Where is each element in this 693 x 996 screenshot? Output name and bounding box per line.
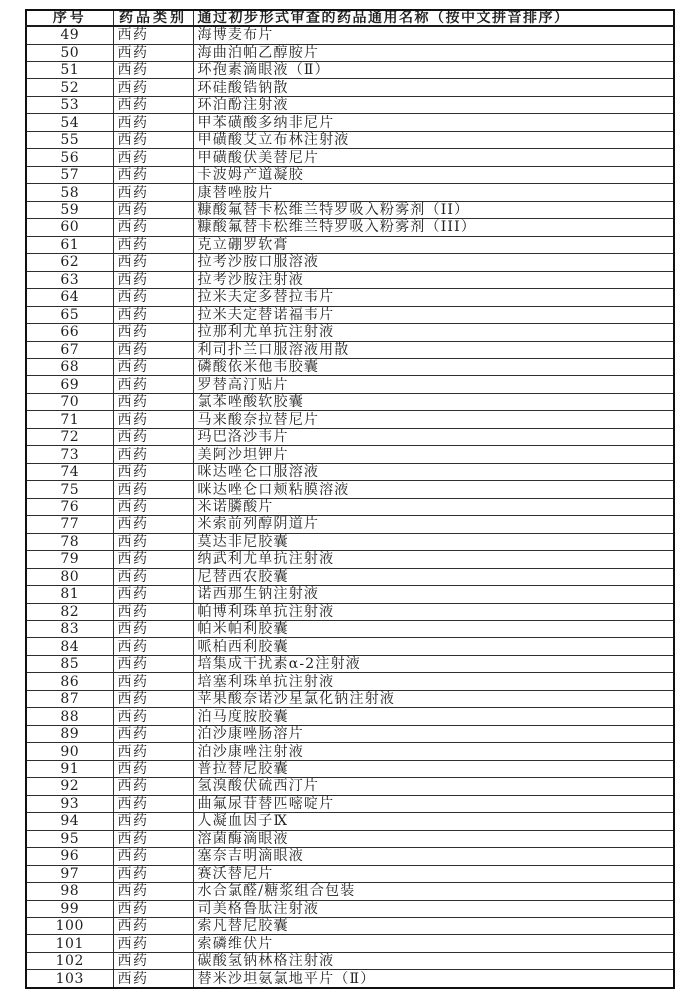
table-row [26,184,674,201]
serial-number-cell: 81 [26,586,113,603]
drug-category-cell: 西药 [113,201,193,218]
table-row [26,621,674,638]
serial-number-cell: 55 [26,131,113,148]
drug-name-cell: 利司扑兰口服溶液用散 [193,341,674,358]
serial-number-cell: 49 [26,26,113,44]
drug-name-cell: 甲磺酸伏美替尼片 [193,149,674,166]
table-row [26,411,674,428]
drug-category-cell: 西药 [113,26,193,44]
serial-number-cell: 59 [26,201,113,218]
table-row [26,551,674,568]
serial-number-cell: 103 [26,970,113,988]
drug-category-cell: 西药 [113,498,193,515]
serial-number-cell: 85 [26,655,113,672]
drug-category-cell: 西药 [113,516,193,533]
serial-number-cell: 76 [26,498,113,515]
drug-name-cell: 玛巴洛沙韦片 [193,428,674,445]
table-row [26,603,674,620]
serial-number-cell: 90 [26,743,113,760]
drug-category-cell: 西药 [113,166,193,183]
drug-name-cell: 曲氟尿苷替匹嘧啶片 [193,795,674,812]
drug-name-cell: 帕博利珠单抗注射液 [193,603,674,620]
table-row [26,79,674,96]
drug-category-cell: 西药 [113,883,193,900]
table-row [26,236,674,253]
drug-name-cell: 环硅酸锆钠散 [193,79,674,96]
drug-category-cell: 西药 [113,44,193,61]
serial-number-cell: 86 [26,673,113,690]
serial-number-cell: 99 [26,900,113,917]
table-row [26,44,674,61]
drug-name-cell: 马来酸奈拉替尼片 [193,411,674,428]
drug-category-cell: 西药 [113,813,193,830]
drug-name-cell: 培集成干扰素α-2注射液 [193,655,674,672]
drug-category-cell: 西药 [113,324,193,341]
table-row [26,376,674,393]
serial-number-cell: 58 [26,184,113,201]
table-header-row [26,10,674,26]
serial-number-cell: 82 [26,603,113,620]
drug-category-cell: 西药 [113,586,193,603]
serial-number-cell: 63 [26,271,113,288]
serial-number-cell: 65 [26,306,113,323]
serial-number-cell: 84 [26,638,113,655]
serial-number-cell: 73 [26,446,113,463]
table-row [26,655,674,672]
drug-category-cell: 西药 [113,865,193,882]
serial-number-cell: 91 [26,760,113,777]
drug-category-cell: 西药 [113,848,193,865]
table-row [26,201,674,218]
table-row [26,62,674,79]
serial-number-cell: 53 [26,96,113,113]
table-row [26,516,674,533]
drug-category-cell: 西药 [113,673,193,690]
serial-number-cell: 102 [26,952,113,969]
drug-name-cell: 泊沙康唑肠溶片 [193,725,674,742]
serial-number-cell: 79 [26,551,113,568]
drug-category-cell: 西药 [113,481,193,498]
drug-approval-table [25,9,675,989]
table-row [26,114,674,131]
drug-category-cell: 西药 [113,900,193,917]
serial-number-cell: 51 [26,62,113,79]
drug-category-cell: 西药 [113,184,193,201]
drug-name-cell: 环孢素滴眼液（Ⅱ） [193,62,674,79]
drug-name-cell: 索凡替尼胶囊 [193,917,674,934]
drug-name-cell: 磷酸依米他韦胶囊 [193,358,674,375]
table-row [26,743,674,760]
table-row [26,96,674,113]
table-row [26,778,674,795]
drug-name-cell: 苹果酸奈诺沙星氯化钠注射液 [193,690,674,707]
drug-name-cell: 普拉替尼胶囊 [193,760,674,777]
drug-category-cell: 西药 [113,149,193,166]
drug-name-cell: 塞奈吉明滴眼液 [193,848,674,865]
drug-category-cell: 西药 [113,411,193,428]
serial-number-cell: 61 [26,236,113,253]
drug-name-cell: 帕米帕利胶囊 [193,621,674,638]
table-row [26,166,674,183]
serial-number-cell: 77 [26,516,113,533]
drug-category-cell: 西药 [113,463,193,480]
table-body [26,26,674,988]
table-row [26,935,674,952]
serial-number-cell: 60 [26,219,113,236]
table-row [26,324,674,341]
drug-category-cell: 西药 [113,428,193,445]
table-row [26,149,674,166]
drug-name-cell: 赛沃替尼片 [193,865,674,882]
table-row [26,952,674,969]
serial-number-cell: 96 [26,848,113,865]
table-row [26,463,674,480]
drug-name-cell: 康替唑胺片 [193,184,674,201]
serial-number-cell: 100 [26,917,113,934]
drug-name-cell: 索磷维伏片 [193,935,674,952]
drug-name-cell: 纳武利尤单抗注射液 [193,551,674,568]
table-row [26,673,674,690]
drug-category-cell: 西药 [113,533,193,550]
drug-name-cell: 人凝血因子Ⅸ [193,813,674,830]
table-row [26,813,674,830]
drug-name-cell: 米诺膦酸片 [193,498,674,515]
drug-name-cell: 溶菌酶滴眼液 [193,830,674,847]
drug-name-cell: 环泊酚注射液 [193,96,674,113]
table-row [26,131,674,148]
drug-category-cell: 西药 [113,708,193,725]
serial-number-cell: 71 [26,411,113,428]
table-row [26,883,674,900]
serial-number-cell: 52 [26,79,113,96]
drug-category-cell: 西药 [113,917,193,934]
serial-number-cell: 93 [26,795,113,812]
table-row [26,393,674,410]
table-row [26,970,674,988]
drug-category-cell: 西药 [113,393,193,410]
table-row [26,795,674,812]
drug-category-cell: 西药 [113,778,193,795]
table-row [26,848,674,865]
drug-category-cell: 西药 [113,289,193,306]
drug-name-cell: 氢溴酸伏硫西汀片 [193,778,674,795]
serial-number-cell: 67 [26,341,113,358]
serial-number-cell: 75 [26,481,113,498]
serial-number-cell: 101 [26,935,113,952]
drug-name-cell: 水合氯醛/糖浆组合包装 [193,883,674,900]
serial-number-cell: 83 [26,621,113,638]
drug-category-cell: 西药 [113,795,193,812]
drug-category-cell: 西药 [113,79,193,96]
drug-name-cell: 克立硼罗软膏 [193,236,674,253]
drug-category-cell: 西药 [113,743,193,760]
drug-category-cell: 西药 [113,358,193,375]
drug-category-cell: 西药 [113,952,193,969]
drug-name-cell: 碳酸氢钠林格注射液 [193,952,674,969]
table-row [26,708,674,725]
serial-number-cell: 92 [26,778,113,795]
drug-name-cell: 卡波姆产道凝胶 [193,166,674,183]
table-row [26,254,674,271]
serial-number-cell: 74 [26,463,113,480]
serial-number-cell: 56 [26,149,113,166]
drug-name-cell: 诺西那生钠注射液 [193,586,674,603]
table-row [26,638,674,655]
header-drug-category: 药品类别 [113,10,193,26]
drug-category-cell: 西药 [113,621,193,638]
drug-name-cell: 司美格鲁肽注射液 [193,900,674,917]
serial-number-cell: 57 [26,166,113,183]
serial-number-cell: 97 [26,865,113,882]
drug-category-cell: 西药 [113,236,193,253]
drug-category-cell: 西药 [113,638,193,655]
drug-name-cell: 咪达唑仑口服溶液 [193,463,674,480]
serial-number-cell: 94 [26,813,113,830]
drug-category-cell: 西药 [113,131,193,148]
drug-name-cell: 莫达非尼胶囊 [193,533,674,550]
table-row [26,568,674,585]
table-row [26,219,674,236]
drug-name-cell: 泊沙康唑注射液 [193,743,674,760]
drug-name-cell: 咪达唑仑口颊粘膜溶液 [193,481,674,498]
table-row [26,358,674,375]
drug-name-cell: 尼替西农胶囊 [193,568,674,585]
drug-category-cell: 西药 [113,219,193,236]
drug-name-cell: 米索前列醇阴道片 [193,516,674,533]
drug-category-cell: 西药 [113,655,193,672]
table-row [26,481,674,498]
drug-name-cell: 哌柏西利胶囊 [193,638,674,655]
drug-category-cell: 西药 [113,760,193,777]
drug-name-cell: 糠酸氟替卡松维兰特罗吸入粉雾剂（III） [193,219,674,236]
drug-category-cell: 西药 [113,568,193,585]
drug-name-cell: 拉考沙胺口服溶液 [193,254,674,271]
serial-number-cell: 89 [26,725,113,742]
table-row [26,830,674,847]
serial-number-cell: 69 [26,376,113,393]
drug-name-cell: 氯苯唑酸软胶囊 [193,393,674,410]
serial-number-cell: 62 [26,254,113,271]
drug-category-cell: 西药 [113,603,193,620]
table-row [26,341,674,358]
drug-category-cell: 西药 [113,306,193,323]
table-row [26,498,674,515]
table-row [26,289,674,306]
drug-name-cell: 美阿沙坦钾片 [193,446,674,463]
drug-category-cell: 西药 [113,446,193,463]
drug-name-cell: 甲磺酸艾立布林注射液 [193,131,674,148]
table-row [26,533,674,550]
table-row [26,271,674,288]
serial-number-cell: 68 [26,358,113,375]
table-row [26,586,674,603]
drug-name-cell: 海曲泊帕乙醇胺片 [193,44,674,61]
drug-name-cell: 拉米夫定多替拉韦片 [193,289,674,306]
drug-category-cell: 西药 [113,690,193,707]
table-row [26,446,674,463]
serial-number-cell: 95 [26,830,113,847]
serial-number-cell: 80 [26,568,113,585]
drug-name-cell: 拉那利尤单抗注射液 [193,324,674,341]
drug-name-cell: 培塞利珠单抗注射液 [193,673,674,690]
header-drug-generic-name: 通过初步形式审查的药品通用名称（按中文拼音排序） [193,10,674,26]
drug-category-cell: 西药 [113,830,193,847]
drug-name-cell: 糠酸氟替卡松维兰特罗吸入粉雾剂（II） [193,201,674,218]
table-row [26,865,674,882]
drug-category-cell: 西药 [113,725,193,742]
table-row [26,428,674,445]
drug-category-cell: 西药 [113,376,193,393]
table-row [26,690,674,707]
table-row [26,900,674,917]
table-row [26,306,674,323]
serial-number-cell: 88 [26,708,113,725]
serial-number-cell: 70 [26,393,113,410]
serial-number-cell: 72 [26,428,113,445]
drug-category-cell: 西药 [113,935,193,952]
drug-category-cell: 西药 [113,341,193,358]
drug-category-cell: 西药 [113,62,193,79]
header-serial-number: 序号 [26,10,113,26]
serial-number-cell: 78 [26,533,113,550]
drug-name-cell: 拉米夫定替诺福韦片 [193,306,674,323]
drug-name-cell: 替米沙坦氨氯地平片（Ⅱ） [193,970,674,988]
drug-category-cell: 西药 [113,271,193,288]
drug-name-cell: 甲苯磺酸多纳非尼片 [193,114,674,131]
drug-category-cell: 西药 [113,970,193,988]
table-row [26,917,674,934]
drug-category-cell: 西药 [113,551,193,568]
drug-name-cell: 拉考沙胺注射液 [193,271,674,288]
serial-number-cell: 66 [26,324,113,341]
serial-number-cell: 98 [26,883,113,900]
serial-number-cell: 87 [26,690,113,707]
serial-number-cell: 64 [26,289,113,306]
drug-name-cell: 罗替高汀贴片 [193,376,674,393]
drug-category-cell: 西药 [113,114,193,131]
table-row [26,26,674,44]
table-row [26,760,674,777]
table-row [26,725,674,742]
serial-number-cell: 50 [26,44,113,61]
drug-category-cell: 西药 [113,96,193,113]
drug-name-cell: 泊马度胺胶囊 [193,708,674,725]
drug-name-cell: 海博麦布片 [193,26,674,44]
drug-category-cell: 西药 [113,254,193,271]
serial-number-cell: 54 [26,114,113,131]
